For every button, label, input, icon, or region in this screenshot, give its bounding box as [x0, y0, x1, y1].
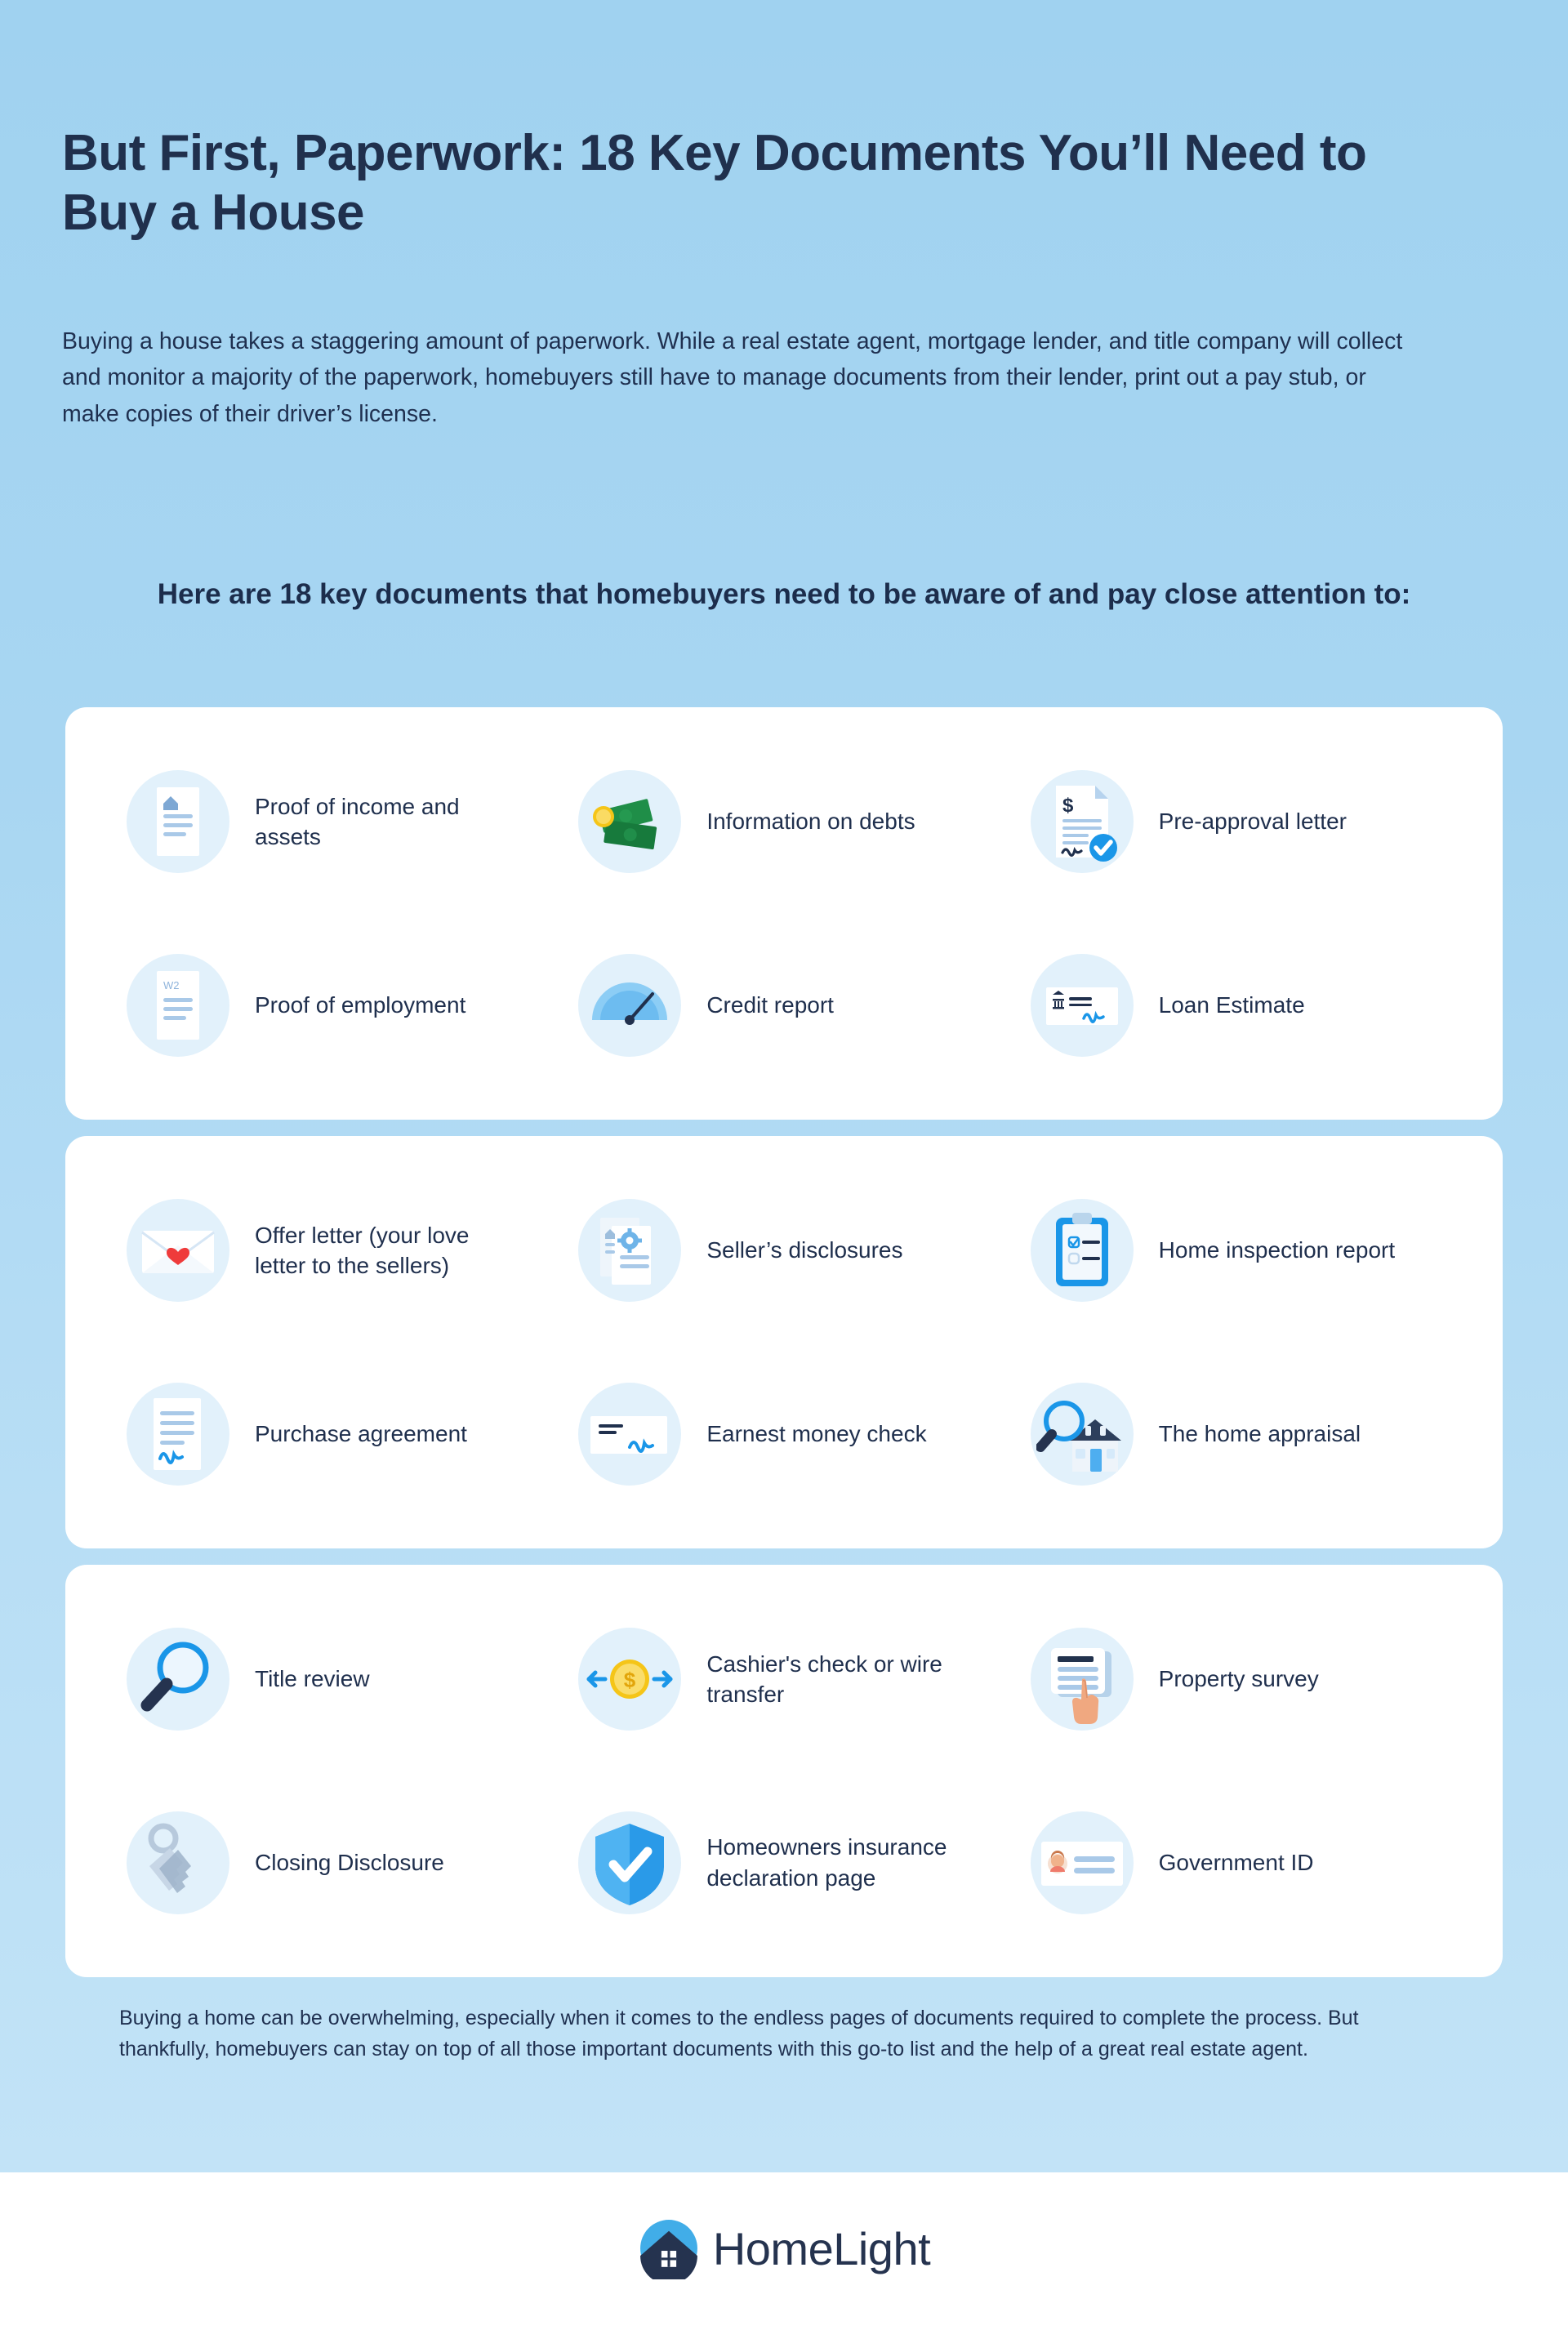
- documents-gear-icon: [574, 1195, 685, 1306]
- document-signature-icon: [122, 1379, 234, 1490]
- document-item-label: Information on debts: [706, 809, 915, 835]
- cash-bills-icon-glyph: [584, 776, 675, 867]
- document-house-icon-glyph: [132, 776, 224, 867]
- document-item: [122, 914, 574, 1098]
- document-item: [574, 1588, 1026, 1771]
- brand-name: HomeLight: [712, 2222, 931, 2274]
- document-hand-pointer-icon: [1027, 1624, 1138, 1735]
- bank-check-icon: [1027, 950, 1138, 1061]
- document-item-label: Closing Disclosure: [255, 1849, 444, 1875]
- document-item: [1027, 1343, 1478, 1526]
- document-item-label: Title review: [255, 1666, 370, 1692]
- document-item: [1027, 730, 1478, 914]
- clipboard-checklist-icon: [1027, 1195, 1138, 1306]
- page-title: But First, Paperwork: 18 Key Documents You’ll Need to Buy a House: [62, 125, 1367, 241]
- documents-card-offer: [65, 1136, 1503, 1548]
- document-item: [122, 1343, 574, 1526]
- homelight-logo: [0, 2217, 1568, 2279]
- cash-bills-icon: [574, 766, 685, 877]
- svg-text:$: $: [624, 1668, 636, 1693]
- envelope-heart-icon: [122, 1195, 234, 1306]
- document-item-label: Home inspection report: [1158, 1237, 1396, 1263]
- document-item-label: Pre-approval letter: [1158, 809, 1347, 835]
- document-item-label: Property survey: [1158, 1666, 1319, 1692]
- document-item: [122, 1159, 574, 1343]
- document-hand-pointer-icon-glyph: [1036, 1633, 1128, 1725]
- document-item: [1027, 1159, 1478, 1343]
- document-item-label: Proof of employment: [255, 991, 466, 1018]
- documents-gear-icon-glyph: [584, 1205, 675, 1296]
- document-house-icon: [122, 766, 234, 877]
- check-signature-icon-glyph: [584, 1388, 675, 1480]
- credit-gauge-icon: [574, 950, 685, 1061]
- svg-text:$: $: [1062, 795, 1074, 818]
- documents-grid: [65, 707, 1503, 1120]
- documents-grid: [65, 1565, 1503, 1977]
- bank-check-icon-glyph: [1036, 960, 1128, 1051]
- document-item: [122, 1588, 574, 1771]
- documents-grid: [65, 1136, 1503, 1548]
- document-item: [574, 914, 1026, 1098]
- homelight-house-logo-icon: [638, 2217, 700, 2279]
- document-item: [122, 730, 574, 914]
- document-item-label: Loan Estimate: [1158, 991, 1305, 1018]
- clipboard-checklist-icon-glyph: [1036, 1205, 1128, 1296]
- document-item: [574, 730, 1026, 914]
- magnifier-house-icon-glyph: [1036, 1388, 1128, 1480]
- coin-transfer-icon: [574, 1624, 685, 1735]
- intro-paragraph: Buying a house takes a staggering amount of paperwork. While a real estate agent, mortgage lender, and title company will collect and monitor a majority of the paperwork, homebuyers still have to manage documents from their lender, print out a pay stub, or make copies of their driver’s license.: [62, 328, 1403, 427]
- credit-gauge-icon-glyph: [584, 960, 675, 1051]
- document-item-label: Earnest money check: [706, 1420, 927, 1446]
- document-item-label: Government ID: [1158, 1849, 1314, 1875]
- documents-card-financing: [65, 707, 1503, 1120]
- check-signature-icon: [574, 1379, 685, 1490]
- house-keys-icon-glyph: [132, 1817, 224, 1909]
- documents-card-closing: [65, 1565, 1503, 1977]
- outro-paragraph: Buying a home can be overwhelming, especially when it comes to the endless pages of documents required to complete the process. But thankfully, homebuyers can stay on top of all those important documents with this go-to list and the help of a great real estate agent.: [119, 2007, 1359, 2060]
- document-signature-icon-glyph: [132, 1388, 224, 1480]
- magnifier-house-icon: [1027, 1379, 1138, 1490]
- envelope-heart-icon-glyph: [132, 1205, 224, 1296]
- document-w2-icon-glyph: [132, 960, 224, 1051]
- document-item-label: The home appraisal: [1158, 1420, 1361, 1446]
- document-dollar-verified-icon-glyph: [1036, 776, 1128, 867]
- svg-text:W2: W2: [163, 978, 180, 991]
- document-item-label: Credit report: [706, 991, 834, 1018]
- document-item: [1027, 914, 1478, 1098]
- id-card-icon: [1027, 1807, 1138, 1918]
- document-item: [574, 1159, 1026, 1343]
- id-card-icon-glyph: [1036, 1817, 1128, 1909]
- document-item: [1027, 1771, 1478, 1955]
- coin-transfer-icon-glyph: [584, 1633, 675, 1725]
- shield-check-icon: [574, 1807, 685, 1918]
- document-w2-icon: [122, 950, 234, 1061]
- document-item: [122, 1771, 574, 1955]
- document-item-label: Offer letter (your love letter to the sellers): [255, 1222, 470, 1279]
- document-item: [1027, 1588, 1478, 1771]
- document-item-label: Homeowners insurance declaration page: [706, 1834, 947, 1891]
- document-item-label: Proof of income and assets: [255, 793, 460, 850]
- document-item-label: Purchase agreement: [255, 1420, 467, 1446]
- document-item-label: Cashier's check or wire transfer: [706, 1651, 942, 1708]
- section-subheading: Here are 18 key documents that homebuyers need to be aware of and pay close attention to:: [157, 578, 1411, 610]
- magnifier-icon-glyph: [132, 1633, 224, 1725]
- magnifier-icon: [122, 1624, 234, 1735]
- document-item: [574, 1343, 1026, 1526]
- shield-check-icon-glyph: [584, 1817, 675, 1909]
- house-keys-icon: [122, 1807, 234, 1918]
- document-item: [574, 1771, 1026, 1955]
- document-item-label: Seller’s disclosures: [706, 1237, 903, 1263]
- document-dollar-verified-icon: [1027, 766, 1138, 877]
